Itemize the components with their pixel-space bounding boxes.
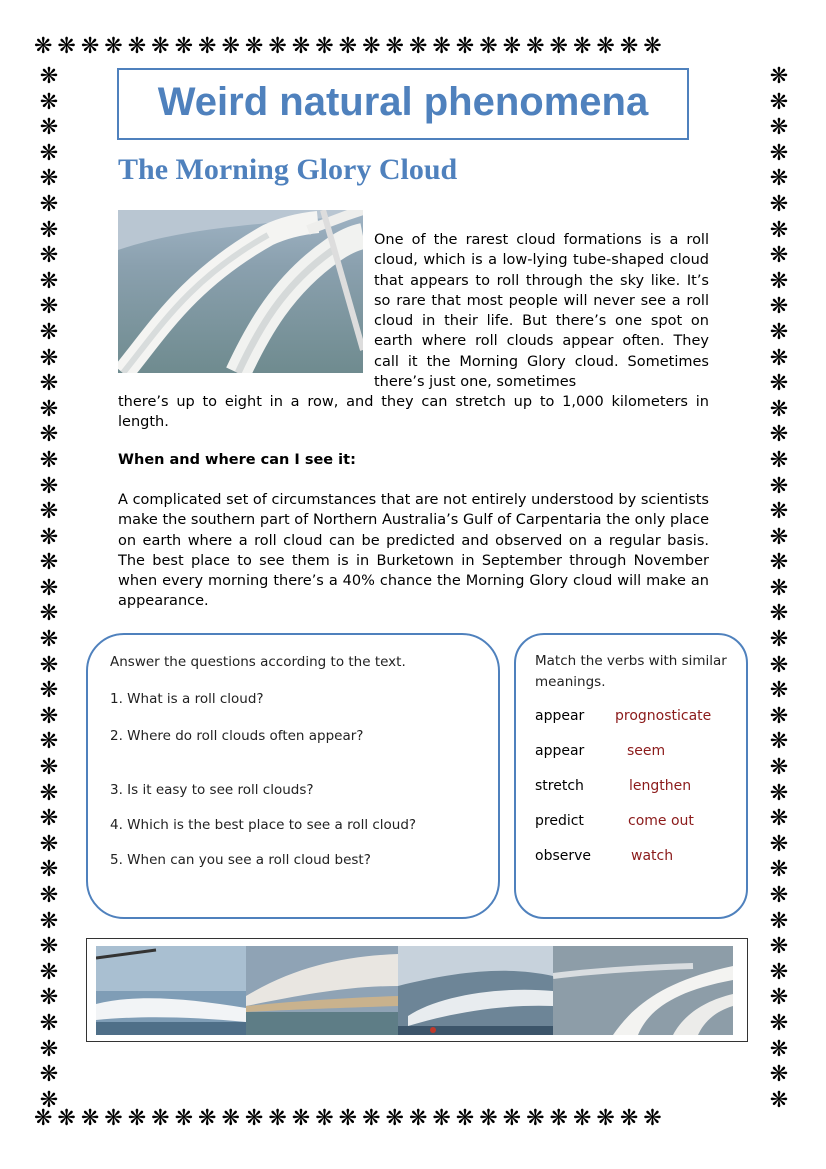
synonym-3: lengthen <box>629 778 692 794</box>
page-title: Weird natural phenomena <box>157 80 649 124</box>
verb-3: stretch <box>535 778 584 794</box>
question-1: 1. What is a roll cloud? <box>110 691 264 707</box>
intro-paragraph-top: One of the rarest cloud formations is a roll cloud, which is a low-lying tube-shaped cloud that appears to roll through the sky like. It’s so rare that most people will never see a roll cloud in their life. But there’s one spot on earth where roll clouds appear often. They call it the Morning Glory cloud. Sometimes there’s just one, sometimes <box>374 232 709 391</box>
border-top: ❋❋❋❋❋❋❋❋❋❋❋❋❋❋❋❋❋❋❋❋❋❋❋❋❋❋❋ <box>34 36 667 59</box>
question-2: 2. Where do roll clouds often appear? <box>110 728 364 744</box>
questions-box <box>86 633 500 919</box>
border-right: ❋❋❋❋❋❋❋❋❋❋❋❋❋❋❋❋❋❋❋❋❋❋❋❋❋❋❋❋❋❋❋❋❋❋❋❋❋❋❋❋❋ <box>769 64 789 1110</box>
strip-photo-3 <box>398 946 553 1035</box>
border-left: ❋❋❋❋❋❋❋❋❋❋❋❋❋❋❋❋❋❋❋❋❋❋❋❋❋❋❋❋❋❋❋❋❋❋❋❋❋❋❋❋❋ <box>39 64 59 1110</box>
verb-5: observe <box>535 848 592 864</box>
section-title: The Morning Glory Cloud <box>118 153 458 186</box>
synonym-4: come out <box>628 813 694 829</box>
questions-instruction: Answer the questions according to the text. <box>110 654 406 670</box>
question-4: 4. Which is the best place to see a roll cloud? <box>110 817 417 833</box>
synonym-1: prognosticate <box>615 708 712 724</box>
roll-cloud-photo <box>118 210 363 373</box>
intro-paragraph-bottom: there’s up to eight in a row, and they can stretch up to 1,000 kilometers in length. <box>118 394 709 431</box>
when-where-heading: When and where can I see it: <box>118 452 356 468</box>
synonym-5: watch <box>631 848 674 864</box>
strip-photo-2 <box>246 946 398 1035</box>
question-5: 5. When can you see a roll cloud best? <box>110 852 371 868</box>
strip-photo-1 <box>96 946 246 1035</box>
strip-photo-4 <box>553 946 733 1035</box>
synonym-2: seem <box>627 743 666 759</box>
question-3: 3. Is it easy to see roll clouds? <box>110 782 314 798</box>
verb-2: appear <box>535 743 585 759</box>
title-box <box>117 68 689 140</box>
border-bottom: ❋❋❋❋❋❋❋❋❋❋❋❋❋❋❋❋❋❋❋❋❋❋❋❋❋❋❋ <box>34 1108 667 1131</box>
verb-1: appear <box>535 708 585 724</box>
match-instruction: Match the verbs with similar meanings. <box>535 653 727 690</box>
when-where-paragraph: A complicated set of circumstances that are not entirely understood by scientists make the southern part of Northern Australia’s Gulf of Carpentaria the only place on earth where a roll cloud can be predicted and observed on a regular basis. The best place to see them is in Burketown in September through November when every morning there’s a 40% chance the Morning Glory cloud will make an appearance. <box>118 492 709 610</box>
verb-4: predict <box>535 813 584 829</box>
